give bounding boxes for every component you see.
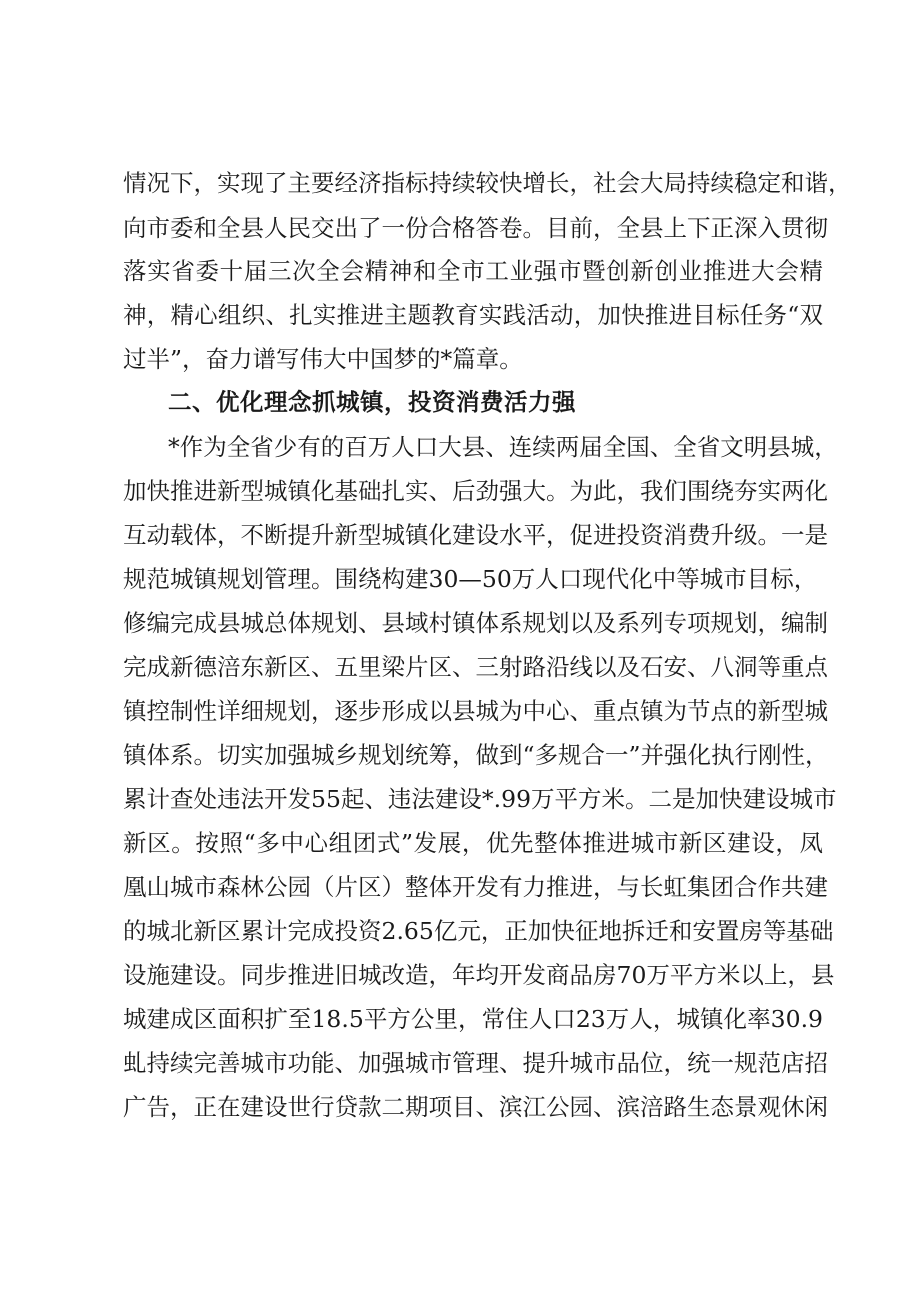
text-line: 落实省委十届三次全会精神和全市工业强市暨创新创业推进大会精: [123, 257, 823, 285]
text-line: 虬持续完善城市功能、加强城市管理、提升城市品位，统一规范店招: [123, 1049, 828, 1077]
text-line: *作为全省少有的百万人口大县、连续两届全国、全省文明县城，: [168, 433, 838, 461]
text-line: 新区。按照“多中心组团式”发展，优先整体推进城市新区建设，凤: [123, 829, 823, 857]
text-line: 过半”，奋力谱写伟大中国梦的*篇章。: [123, 345, 523, 373]
text-line: 神，精心组织、扎实推进主题教育实践活动，加快推进目标任务“双: [123, 301, 823, 329]
text-line: 加快推进新型城镇化基础扎实、后劲强大。为此，我们围绕夯实两化: [123, 477, 828, 505]
text-line: 情况下，实现了主要经济指标持续较快增长，社会大局持续稳定和谐，: [123, 169, 852, 197]
text-line: 凰山城市森林公园（片区）整体开发有力推进，与长虹集团合作共建: [123, 873, 828, 901]
text-line: 镇体系。切实加强城乡规划统筹，做到“多规合一”并强化执行刚性，: [123, 741, 829, 769]
text-line: 镇控制性详细规划，逐步形成以县城为中心、重点镇为节点的新型城: [123, 697, 828, 725]
text-line: 向市委和全县人民交出了一份合格答卷。目前，全县上下正深入贯彻: [123, 214, 828, 242]
text-line: 的城北新区累计完成投资2.65亿元，正加快征地拆迁和安置房等基础: [123, 917, 834, 945]
text-line: 修编完成县城总体规划、县域村镇体系规划以及系列专项规划，编制: [123, 609, 828, 637]
text-line: 设施建设。同步推进旧城改造，年均开发商品房70万平方米以上，县: [123, 961, 835, 989]
text-line: 互动载体，不断提升新型城镇化建设水平，促进投资消费升级。一是: [123, 521, 828, 549]
text-line: 完成新德涪东新区、五里梁片区、三射路沿线以及石安、八洞等重点: [123, 653, 828, 681]
text-line: 累计查处违法开发55起、违法建设*.99万平方米。二是加快建设城市: [123, 785, 837, 813]
section-heading: 二、优化理念抓城镇，投资消费活力强: [168, 388, 576, 416]
text-line: 规范城镇规划管理。围绕构建30—50万人口现代化中等城市目标，: [123, 565, 818, 593]
text-line: 城建成区面积扩至18.5平方公里，常住人口23万人，城镇化率30.9: [123, 1005, 823, 1033]
text-line: 广告，正在建设世行贷款二期项目、滨江公园、滨涪路生态景观休闲: [123, 1093, 828, 1121]
